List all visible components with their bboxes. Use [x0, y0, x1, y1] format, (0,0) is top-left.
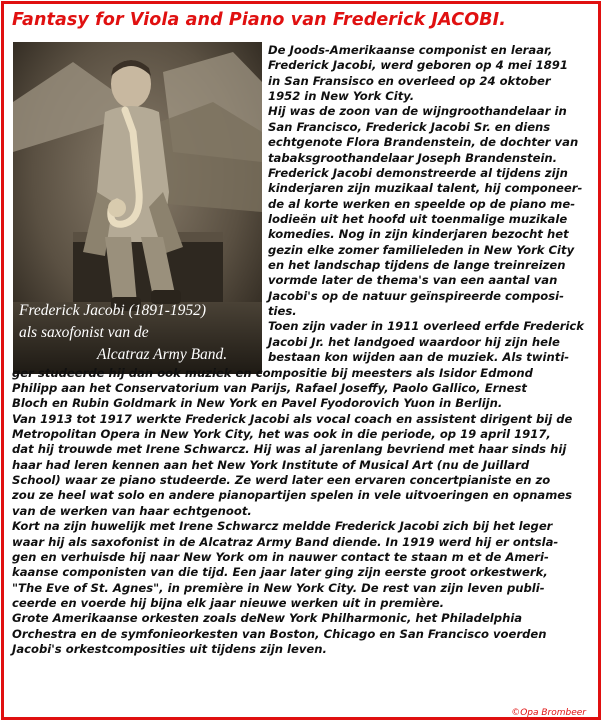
- page-title: Fantasy for Viola and Piano van Frederick JACOBI.: [12, 10, 506, 30]
- text-line: Orchestra en de symfonieorkesten van Boston, Chicago en San Francisco voerden: [12, 626, 547, 641]
- text-line: Grote Amerikaanse orkesten zoals deNew York Philharmonic, het Philadelphia: [12, 611, 523, 626]
- text-line: waar hij als saxofonist in de Alcatraz Army Band diende. In 1919 werd hij er ontsla-: [12, 534, 559, 549]
- caption-line: Frederick Jacobi (1891-1952): [19, 302, 207, 319]
- text-line: ceerde en voerde hij bijna elk jaar nieuwe werken uit in première.: [12, 595, 445, 610]
- caption-line: Alcatraz Army Band.: [97, 346, 228, 363]
- text-line: in San Fransisco en overleed op 24 oktober: [268, 73, 551, 88]
- text-line: 1952 in New York City.: [268, 89, 415, 104]
- text-line: vormde later de thema's van een aantal van: [268, 273, 558, 288]
- text-line: tabaksgroothandelaar Joseph Brandenstein.: [268, 150, 558, 165]
- text-line: Bloch en Rubin Goldmark in New York en Pavel Fyodorovich Yuon in Berlijn.: [12, 396, 503, 411]
- text-line: bestaan kon wijden aan de muziek. Als twinti-: [268, 350, 570, 365]
- text-line: School) waar ze piano studeerde. Ze werd later een ervaren concertpianiste en zo: [12, 473, 551, 488]
- page-frame: [1, 1, 601, 720]
- text-line: gezin elke zomer familieleden in New York City: [268, 242, 575, 257]
- text-line: San Francisco, Frederick Jacobi Sr. en diens: [268, 119, 551, 134]
- text-line: ties.: [268, 304, 297, 319]
- text-line: en het landschap tijdens de lange treinreizen: [268, 258, 566, 273]
- text-line: kinderjaren zijn muzikaal talent, hij componeer-: [268, 181, 583, 196]
- text-line: Van 1913 tot 1917 werkte Frederick Jacobi als vocal coach en assistent dirigent bij de: [12, 411, 573, 426]
- text-line: dat hij trouwde met Irene Schwarcz. Hij was al jarenlang bevriend met haar sinds hij: [12, 442, 567, 457]
- text-line: kaanse componisten van die tijd. Een jaar later ging zijn eerste groot orkestwerk,: [12, 565, 548, 580]
- text-line: De Joods-Amerikaanse componist en leraar,: [268, 43, 553, 57]
- article-body: [12, 43, 600, 657]
- text-line: Toen zijn vader in 1911 overleed erfde Frederick: [268, 319, 585, 334]
- text-line: Jacobi's orkestcomposities uit tijdens zijn leven.: [12, 642, 327, 657]
- text-line: gen en verhuisde hij naar New York om in nauwer contact te staan m et de Ameri-: [12, 549, 549, 564]
- text-line: lodieën uit het hoofd uit toenmalige muzikale: [268, 211, 568, 226]
- text-line: van de werken van haar echtgenoot.: [12, 503, 252, 518]
- text-line: Metropolitan Opera in New York City, het was ook in die periode, op 19 april 1917,: [12, 426, 551, 441]
- text-line: Jacobi Jr. het landgoed waardoor hij zijn hele: [268, 334, 560, 349]
- text-line: de al korte werken en speelde op de piano me-: [268, 196, 576, 211]
- text-line: Frederick Jacobi demonstreerde al tijdens zijn: [268, 165, 568, 180]
- text-line: echtgenote Flora Brandenstein, de dochter van: [268, 135, 579, 150]
- copyright-credit: ©Opa Brombeer: [511, 708, 586, 718]
- text-line: Hij was de zoon van de wijngroothandelaar in: [268, 104, 567, 119]
- text-line: Jacobi's op de natuur geïnspireerde composi-: [268, 288, 564, 303]
- text-line: Kort na zijn huwelijk met Irene Schwarcz meldde Frederick Jacobi zich bij het leger: [12, 519, 553, 534]
- caption-line: als saxofonist van de: [19, 324, 149, 341]
- text-line: ger studeerde hij dan ook muziek en compositie bij meesters als Isidor Edmond: [12, 365, 533, 380]
- text-line: "The Eve of St. Agnes", in première in New York City. De rest van zijn leven publi-: [12, 580, 545, 595]
- text-line: Philipp aan het Conservatorium van Parijs, Rafael Joseffy, Paolo Gallico, Ernest: [12, 380, 527, 395]
- text-line: Frederick Jacobi, werd geboren op 4 mei 1891: [268, 58, 568, 73]
- text-line: haar had leren kennen aan het New York Institute of Musical Art (nu de Juillard: [12, 457, 530, 472]
- text-line: zou ze heel wat solo en andere pianopartijen spelen in vele uitvoeringen en opnames: [12, 488, 573, 503]
- text-line: komedies. Nog in zijn kinderjaren bezocht het: [268, 227, 569, 242]
